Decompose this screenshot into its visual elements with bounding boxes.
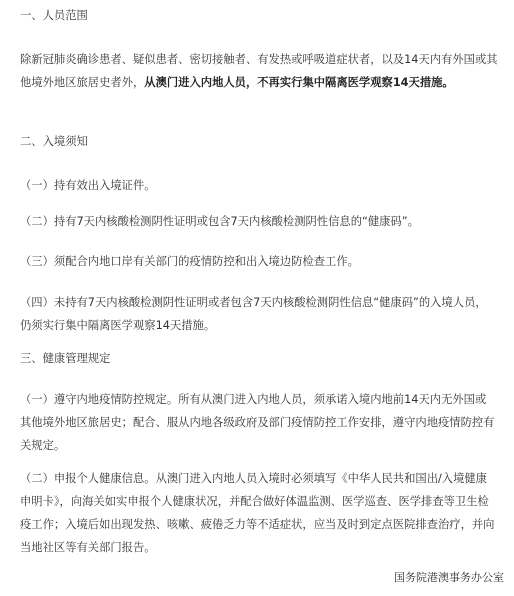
signature: 国务院港澳事务办公室 xyxy=(394,571,504,584)
section-1-text: 除新冠肺炎确诊患者、疑似患者、密切接触者、有发热或呼吸道症状者，以及14天内有外国或其他境外地区旅居史者外， xyxy=(20,53,498,89)
section-1-paragraph xyxy=(20,48,500,94)
section-2-heading: 二、入境须知 xyxy=(20,135,88,148)
section-3-paragraph-2: （二）申报个人健康信息。从澳门进入内地人员入境时必须填写《中华人民共和国出/入境健康申明卡》，向海关如实申报个人健康状况，并配合做好体温监测、医学巡查、医学排查等卫生检疫工作；入境后如出现发热、咳嗽、疲倦乏力等不适症状，应当及时到定点医院排查治疗，并向当地社区等有关部门报告。 xyxy=(20,472,495,554)
section-1-heading: 一、人员范围 xyxy=(20,9,88,22)
section-2-item-1: （一）持有效出入境证件。 xyxy=(20,179,156,192)
section-2-item-3: （三）须配合内地口岸有关部门的疫情防控和出入境边防检查工作。 xyxy=(20,255,359,268)
section-3-heading: 三、健康管理规定 xyxy=(20,352,111,365)
section-2-item-4: （四）未持有7天内核酸检测阴性证明或者包含7天内核酸检测阴性信息“健康码”的入境人员，仍须实行集中隔离医学观察14天措施。 xyxy=(20,296,487,332)
section-1-bold-text: 从澳门进入内地人员，不再实行集中隔离医学观察14天措施。 xyxy=(144,76,454,89)
section-2-item-2: （二）持有7天内核酸检测阴性证明或包含7天内核酸检测阴性信息的“健康码”。 xyxy=(20,215,419,228)
section-3-paragraph-1: （一）遵守内地疫情防控规定。所有从澳门进入内地人员，须承诺入境内地前14天内无外国或其他境外地区旅居史；配合、服从内地各级政府及部门疫情防控工作安排，遵守内地疫情防控有关规定。 xyxy=(20,393,495,452)
